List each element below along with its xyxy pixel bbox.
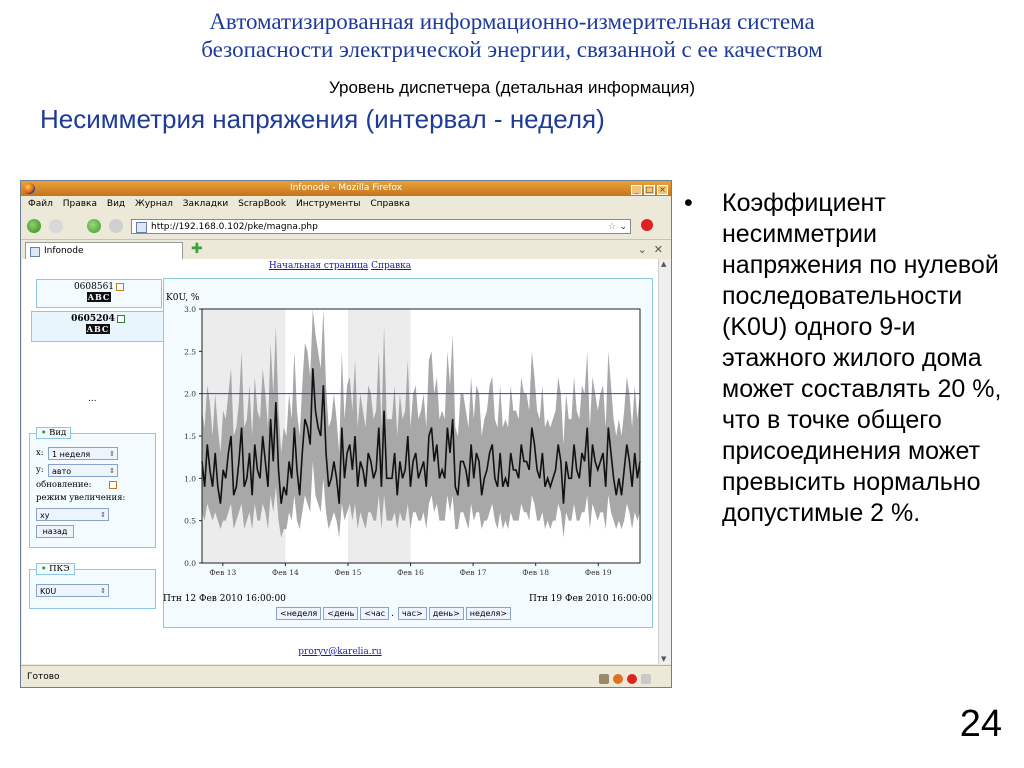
x-select-value: 1 неделя bbox=[52, 450, 91, 459]
tab-site-icon bbox=[30, 247, 40, 257]
x-tick-label: Фев 16 bbox=[397, 568, 424, 577]
tab-list-icon[interactable]: ⌄ bbox=[637, 243, 647, 256]
x-tick-label: Фев 18 bbox=[522, 568, 550, 577]
bookmark-star-icon[interactable]: ☆ bbox=[607, 222, 616, 232]
time-navigation bbox=[276, 607, 513, 620]
pke-legend-label: ПКЭ bbox=[49, 564, 70, 574]
view-panel bbox=[29, 428, 156, 548]
end-time: Птн 19 Фев 2010 16:00:00 bbox=[529, 594, 652, 604]
next-hour-button[interactable]: час> bbox=[398, 607, 427, 620]
home-link[interactable]: Начальная страница bbox=[268, 261, 369, 271]
menu-item-scrapbook[interactable]: ScrapBook bbox=[238, 199, 287, 209]
top-links bbox=[22, 261, 658, 271]
menu-item-edit[interactable]: Правка bbox=[62, 199, 98, 209]
view-legend-label: Вид bbox=[49, 428, 67, 438]
bullet-text: Коэффициент несимметрии напряжения по нулевой последовательности (K0U) одного 9-и этажного жилого дома может составлять 20 %, что в точке общего присоединения может превысить нормально допустимые 2 %. bbox=[722, 189, 1002, 527]
pke-select[interactable] bbox=[36, 584, 109, 597]
y-tick-label: 0.5 bbox=[184, 516, 196, 526]
x-tick-label: Фев 13 bbox=[209, 568, 237, 577]
close-tab-icon[interactable]: ✕ bbox=[653, 243, 663, 256]
menu-bar bbox=[21, 196, 671, 212]
site-icon bbox=[136, 222, 147, 233]
pke-legend[interactable] bbox=[36, 563, 75, 575]
slide-heading: Несимметрия напряжения (интервал - неделя) bbox=[40, 104, 605, 134]
window-title: Infonode - Mozilla Firefox bbox=[289, 183, 403, 193]
new-tab-icon[interactable]: ✚ bbox=[191, 241, 203, 257]
firefox-logo-icon bbox=[24, 183, 35, 194]
prev-hour-button[interactable]: <час bbox=[360, 607, 389, 620]
navigation-toolbar bbox=[21, 214, 671, 238]
slide-subtitle: Уровень диспетчера (детальная информация) bbox=[328, 78, 696, 97]
y-select-value: авто bbox=[52, 467, 72, 476]
back-button[interactable]: назад bbox=[36, 525, 74, 538]
expand-icon: • bbox=[41, 428, 47, 438]
adblock-icon[interactable] bbox=[641, 219, 653, 231]
maximize-icon[interactable]: □ bbox=[645, 185, 654, 194]
prev-week-button[interactable]: <неделя bbox=[276, 607, 321, 620]
slide-title-line1: Автоматизированная информационно-измерительная система bbox=[209, 9, 815, 34]
menu-item-file[interactable]: Файл bbox=[28, 199, 53, 209]
browser-window bbox=[20, 180, 672, 688]
y-tick-label: 2.5 bbox=[184, 347, 196, 357]
footer bbox=[22, 647, 658, 657]
status-bar bbox=[21, 665, 671, 688]
url-dropdown-icon[interactable]: ⌄ bbox=[619, 222, 627, 232]
y-tick-label: 2.0 bbox=[184, 389, 196, 399]
bullet-dot: • bbox=[684, 189, 693, 217]
y-tick-label: 3.0 bbox=[184, 305, 196, 314]
back-icon[interactable] bbox=[27, 219, 41, 233]
url-bar[interactable] bbox=[131, 219, 631, 234]
tab-title: Infonode bbox=[44, 246, 84, 256]
prev-day-button[interactable]: <день bbox=[323, 607, 358, 620]
zoom-select-value: xy bbox=[40, 511, 50, 520]
reload-icon[interactable] bbox=[87, 219, 101, 233]
phase-badge: ABC bbox=[86, 324, 110, 334]
more-indicator: ... bbox=[88, 394, 97, 404]
select-arrow-icon: ⇕ bbox=[100, 587, 106, 595]
device-id: 0608561 bbox=[73, 282, 115, 292]
menu-item-tools[interactable]: Инструменты bbox=[296, 199, 361, 209]
device-id: 0605204 bbox=[71, 314, 115, 324]
device-card-2[interactable] bbox=[31, 311, 165, 342]
select-arrow-icon: ⇕ bbox=[109, 450, 115, 458]
tab-bar bbox=[21, 239, 671, 260]
page-content bbox=[22, 259, 658, 664]
device-checkbox-checked[interactable] bbox=[117, 315, 125, 323]
menu-item-history[interactable]: Журнал bbox=[135, 199, 173, 209]
forward-icon[interactable] bbox=[49, 219, 63, 233]
y-tick-label: 1.5 bbox=[184, 432, 196, 441]
zoom-label: режим увеличения: bbox=[36, 493, 126, 503]
pke-panel bbox=[29, 564, 156, 609]
x-tick-label: Фев 19 bbox=[584, 568, 612, 577]
help-link[interactable]: Справка bbox=[371, 261, 412, 271]
y-label: y: bbox=[36, 465, 44, 475]
y-tick-label: 0.0 bbox=[184, 559, 196, 568]
minimize-icon[interactable]: _ bbox=[631, 185, 642, 195]
slide-title bbox=[0, 8, 1024, 64]
next-week-button[interactable]: неделя> bbox=[466, 607, 511, 620]
scroll-up-icon[interactable]: ▲ bbox=[661, 260, 667, 268]
nav-separator: . bbox=[391, 609, 394, 619]
start-time: Птн 12 Фев 2010 16:00:00 bbox=[163, 594, 286, 604]
phase-badge: ABC bbox=[87, 292, 111, 302]
refresh-label: обновление: bbox=[36, 480, 92, 490]
expand-icon: • bbox=[41, 564, 47, 574]
x-label: x: bbox=[36, 448, 44, 458]
firebug-icon[interactable] bbox=[613, 674, 623, 684]
x-tick-label: Фев 17 bbox=[459, 568, 487, 577]
page-info-icon[interactable] bbox=[641, 674, 651, 684]
x-tick-label: Фев 14 bbox=[271, 568, 299, 577]
refresh-checkbox[interactable] bbox=[109, 481, 117, 489]
slide-number: 24 bbox=[959, 703, 1002, 745]
chart-svg[interactable] bbox=[168, 303, 648, 603]
device-checkbox[interactable] bbox=[116, 283, 124, 291]
menu-item-help[interactable]: Справка bbox=[370, 199, 410, 209]
vertical-scrollbar[interactable] bbox=[658, 259, 671, 664]
status-text: Готово bbox=[27, 672, 60, 682]
pke-select-value: K0U bbox=[40, 587, 57, 596]
chart-y-label: K0U, % bbox=[166, 293, 200, 303]
url-text: http://192.168.0.102/pke/magna.php bbox=[151, 222, 318, 232]
select-arrow-icon: ⇕ bbox=[100, 511, 106, 519]
x-select[interactable] bbox=[48, 447, 118, 460]
tab-infonode[interactable] bbox=[25, 242, 183, 259]
device-card-1[interactable] bbox=[36, 279, 162, 308]
email-link[interactable]: proryv@karelia.ru bbox=[298, 647, 382, 657]
addon-icon[interactable] bbox=[599, 674, 609, 684]
next-day-button[interactable]: день> bbox=[429, 607, 464, 620]
menu-item-view[interactable]: Вид bbox=[106, 199, 126, 209]
scroll-down-icon[interactable]: ▼ bbox=[661, 655, 667, 663]
x-tick-label: Фев 15 bbox=[334, 568, 362, 577]
select-arrow-icon: ⇕ bbox=[109, 467, 115, 475]
y-tick-label: 1.0 bbox=[184, 474, 196, 484]
menu-item-bookmarks[interactable]: Закладки bbox=[182, 199, 229, 209]
zoom-select[interactable] bbox=[36, 508, 109, 521]
slide-title-line2: безопасности электрической энергии, связанной с ее качеством bbox=[201, 37, 823, 62]
view-legend[interactable] bbox=[36, 427, 71, 439]
window-titlebar[interactable] bbox=[21, 181, 671, 196]
tab-controls bbox=[638, 243, 663, 256]
stop-icon[interactable] bbox=[109, 219, 123, 233]
y-select[interactable] bbox=[48, 464, 118, 477]
close-icon[interactable]: × bbox=[657, 185, 668, 195]
stat-icon[interactable] bbox=[627, 674, 637, 684]
